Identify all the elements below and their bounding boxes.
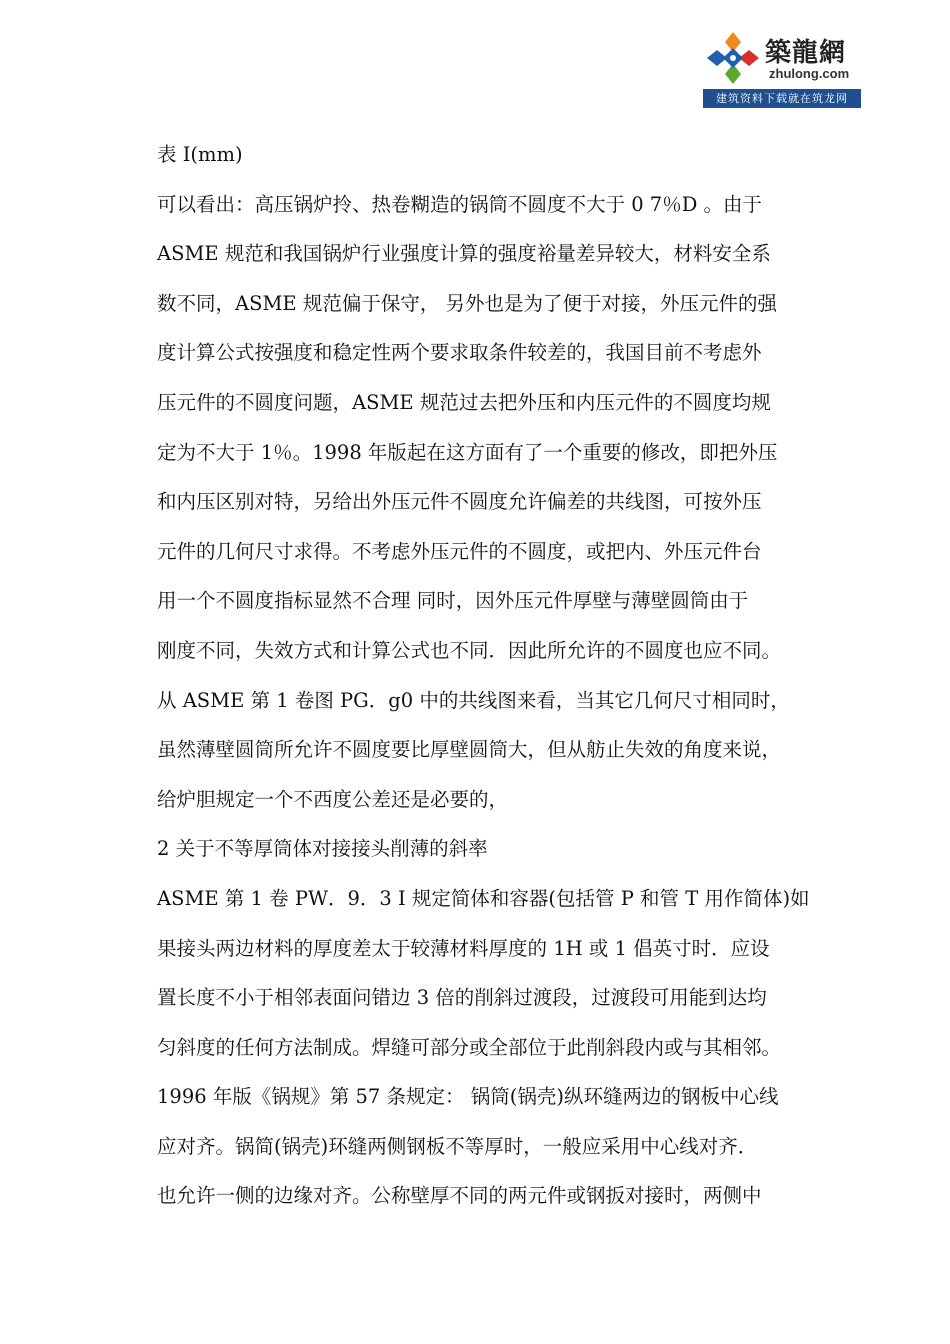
text-line: 可以看出：高压锅炉拎、热卷糊造的锅筒不圆度不大于 0 7％D 。由于 (157, 192, 763, 216)
text-line: 从 ASME 第 1 卷图 PG．g0 中的共线图来看，当其它几何尺寸相同时， (157, 688, 790, 712)
text-line: 数不同，ASME 规范偏于保守， 另外也是为了便于对接，外压元件的强 (157, 291, 778, 315)
text-line: ASME 规范和我国锅炉行业强度计算的强度裕量差异较大，材料安全系 (157, 242, 771, 266)
text-line: 置长度不小于相邻表面问错边 3 倍的削斜过渡段，过渡段可用能到达均 (157, 986, 767, 1010)
text-line: 元件的几何尺寸求得。不考虑外压元件的不圆度，或把内、外压元件台 (157, 539, 762, 563)
text-line: 虽然薄壁圆筒所允许不圆度要比厚壁圆筒大，但从舫止失效的角度来说， (157, 738, 782, 762)
text-line: 表 I(mm) (157, 143, 243, 166)
text-line: 压元件的不圆度问题，ASME 规范过去把外压和内压元件的不圆度均规 (157, 390, 771, 414)
text-line: 给炉胆规定一个不西度公差还是必要的， (157, 787, 509, 811)
logo-domain: zhulong.com (769, 66, 850, 81)
text-line: 度计算公式按强度和稳定性两个要求取条件较差的，我国目前不考虑外 (157, 341, 762, 365)
zhulong-emblem-icon (705, 30, 761, 86)
text-line: 应对齐。锅简(锅壳)环缝两侧钢板不等厚时，一般应采用中心线对齐． (157, 1134, 758, 1158)
text-line: 定为不大于 1％。1998 年版起在这方面有了一个重要的修改，即把外压 (157, 440, 778, 464)
text-line: 用一个不圆度指标显然不合理 同时，因外压元件厚壁与薄壁圆筒由于 (157, 589, 749, 613)
text-line: 也允许一侧的边缘对齐。公称壁厚不同的两元件或钢扳对接时，两侧中 (157, 1184, 762, 1208)
text-line: 和内压区别对特，另给出外压元件不圆度允许偏差的共线图，可按外压 (157, 490, 762, 514)
text-line: 刚度不同，失效方式和计算公式也不同．因此所允许的不圆度也应不同。 (157, 638, 782, 662)
text-line: ASME 第 1 卷 PW．9．3 I 规定简体和容器(包括管 P 和管 T 用作简体)如 (157, 886, 810, 910)
zhulong-logo (703, 28, 861, 108)
logo-title: 築龍網 (765, 38, 847, 68)
text-line: 果接头两边材料的厚度差太于较薄材料厚度的 1H 或 1 倡英寸时．应设 (157, 936, 770, 960)
logo-slogan: 建筑资料下载就在筑龙网 (703, 89, 861, 108)
document-body (157, 130, 897, 1221)
section-heading: 2 关于不等厚筒体对接接头削薄的斜率 (157, 837, 488, 861)
text-line: 匀斜度的任何方法制成。焊缝可部分或全部位于此削斜段内或与其相邻。 (157, 1035, 782, 1059)
text-line: 1996 年版《锅规》第 57 条规定： 锅筒(锅壳)纵环缝两边的钢板中心线 (157, 1085, 779, 1109)
